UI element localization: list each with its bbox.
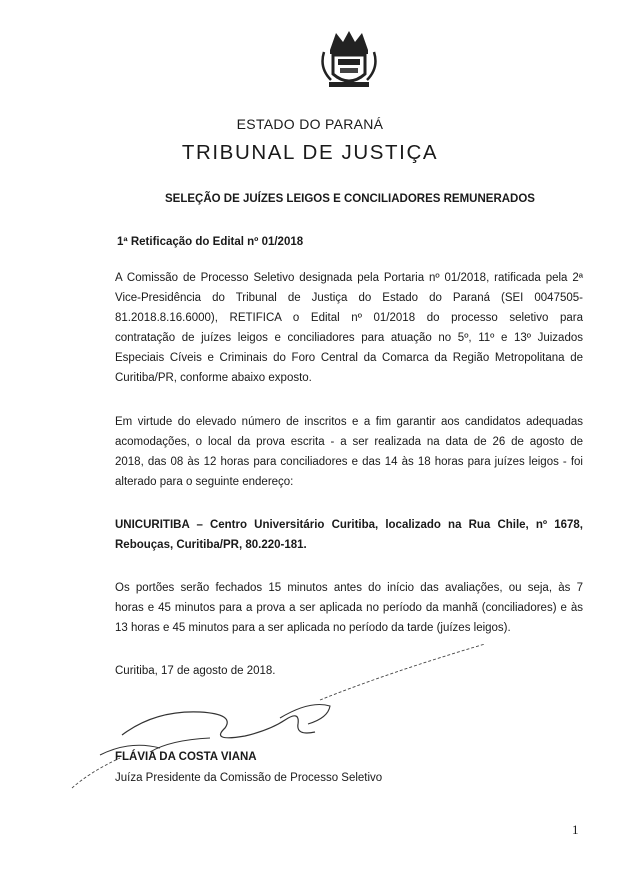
paragraph-commission	[115, 268, 583, 388]
paragraph-line: contratação de juízes leigos e conciliadores para atuação no 5º, 11º e 13º Juizados	[115, 332, 583, 344]
signer-name: FLÁVIA DA COSTA VIANA	[115, 751, 257, 763]
exam-address	[115, 515, 583, 555]
paragraph-line: Os portões serão fechados 15 minutos antes do início das avaliações, ou seja, às 7	[115, 582, 583, 594]
paragraph-gates	[115, 578, 583, 638]
state-name: ESTADO DO PARANÁ	[236, 116, 384, 132]
paragraph-line: Especiais Cíveis e Criminais do Foro Central da Comarca da Região Metropolitana de	[115, 352, 583, 364]
page-number: 1	[572, 822, 579, 837]
retification-title: 1ª Retificação do Edital nº 01/2018	[117, 236, 304, 248]
paragraph-line: Curitiba/PR, conforme abaixo exposto.	[115, 372, 312, 384]
paragraph-exam-location	[115, 412, 583, 492]
paragraph-line: A Comissão de Processo Seletivo designada pela Portaria nº 01/2018, ratificada pela 2ª	[115, 272, 583, 284]
paragraph-line: 81.2018.8.16.6000), RETIFICA o Edital nº 01/2018 do processo seletivo para	[115, 312, 583, 324]
coat-of-arms-icon	[318, 30, 380, 90]
paragraph-line: acomodações, o local da prova escrita - a ser realizada na data de 26 de agosto de	[115, 436, 583, 448]
place-and-date: Curitiba, 17 de agosto de 2018.	[115, 665, 276, 677]
paragraph-line: Em virtude do elevado número de inscritos e a fim garantir aos candidatos adequadas	[115, 416, 583, 428]
court-name: TRIBUNAL DE JUSTIÇA	[181, 141, 439, 164]
paragraph-line: alterado para o seguinte endereço:	[115, 476, 294, 488]
address-line: UNICURITIBA – Centro Universitário Curitiba, localizado na Rua Chile, nº 1678,	[115, 519, 583, 531]
signer-role: Juíza Presidente da Comissão de Processo Seletivo	[115, 772, 383, 784]
address-line: Rebouças, Curitiba/PR, 80.220-181.	[115, 539, 307, 551]
handwritten-signature	[60, 640, 490, 790]
paragraph-line: 2018, das 08 às 12 horas para conciliadores e das 14 às 18 horas para juízes leigos - foi	[115, 456, 583, 468]
paragraph-line: 13 horas e 45 minutos para a ser aplicada no período da tarde (juízes leigos).	[115, 622, 511, 634]
paragraph-line: horas e 45 minutos para a prova a ser aplicada no período da manhã (conciliadores) e às	[115, 602, 583, 614]
paragraph-line: Vice-Presidência do Tribunal de Justiça do Estado do Paraná (SEI 0047505-	[115, 292, 583, 304]
document-heading: SELEÇÃO DE JUÍZES LEIGOS E CONCILIADORES REMUNERADOS	[165, 193, 535, 205]
